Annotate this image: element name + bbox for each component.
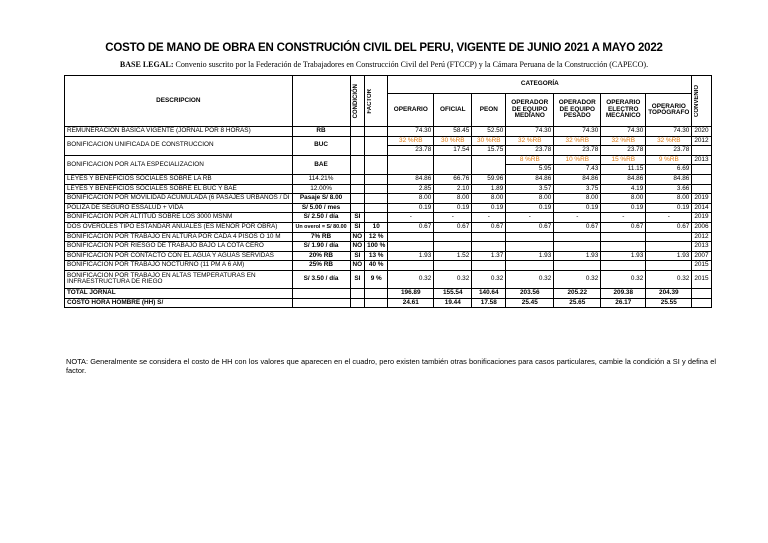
cell-value: 0.67: [388, 222, 434, 232]
cell-percent: 32 %RB: [601, 136, 646, 146]
header-row-1: [65, 76, 712, 94]
cell-value: 84.86: [506, 174, 554, 184]
base-legal-label: BASE LEGAL:: [119, 60, 174, 69]
row-desc: POLIZA DE SEGURO ESSALUD + VIDA: [65, 203, 293, 213]
cell-value: 23.78: [646, 146, 692, 156]
row-factor: 10: [365, 222, 388, 232]
cell-empty: [434, 232, 472, 242]
row-convenio: [692, 184, 711, 194]
cell-value: 0.32: [506, 270, 554, 288]
cell-value: 8.00: [472, 194, 506, 204]
cell-empty: [506, 232, 554, 242]
table-row: [65, 127, 712, 137]
cell-value: 8.00: [646, 194, 692, 204]
row-base: 20% RB: [292, 251, 350, 261]
cell-empty: [472, 242, 506, 252]
cell-value: 66.76: [434, 174, 472, 184]
cell-empty: [434, 242, 472, 252]
cell-value: 74.30: [554, 127, 601, 137]
cell-percent: 9 %RB: [646, 155, 692, 165]
cell-value: 4.19: [601, 184, 646, 194]
base-legal-text: Convenio suscrito por la Federación de Trabajadores en Construcción Civil del Perú (FTCCP) y la Cámara Peruana de la Construcción (CAPECO).: [175, 60, 649, 69]
cell-value: 0.67: [434, 222, 472, 232]
cell-value: 1.37: [472, 251, 506, 261]
cell-value: 5.95: [506, 165, 554, 175]
table-row: [65, 194, 712, 204]
header-operario-topografo: OPERARIO TOPÓGRAFO: [646, 93, 692, 126]
table-row: [65, 203, 712, 213]
row-cond: [350, 203, 365, 213]
row-desc: COSTO HORA HOMBRE (HH) S/: [65, 298, 293, 308]
cell-empty: [646, 232, 692, 242]
cell-percent: 32 %RB: [554, 136, 601, 146]
cell-empty: [472, 155, 506, 174]
cell-total: 204.39: [646, 288, 692, 298]
cell-value: -: [646, 213, 692, 223]
cell-empty: [601, 242, 646, 252]
row-factor: [365, 203, 388, 213]
cell-value: -: [601, 213, 646, 223]
cell-value: 0.67: [554, 222, 601, 232]
cell-empty: [506, 261, 554, 271]
row-desc: TOTAL JORNAL: [65, 288, 293, 298]
table-row: [65, 174, 712, 184]
row-convenio: 2012: [692, 136, 711, 146]
cell-value: 0.32: [388, 270, 434, 288]
row-base: S/ 1.90 / día: [292, 242, 350, 252]
row-cond: NO: [350, 242, 365, 252]
cell-value: 2.10: [434, 184, 472, 194]
row-base: 25% RB: [292, 261, 350, 271]
row-cond: [350, 298, 365, 308]
row-convenio: [692, 174, 711, 184]
header-condicion: CONDICIÓN: [350, 76, 365, 127]
cell-empty: [388, 232, 434, 242]
cell-value: 8.00: [434, 194, 472, 204]
row-desc: BONIFICACION UNIFICADA DE CONSTRUCCION: [65, 136, 293, 155]
cell-percent: 30 %RB: [472, 136, 506, 146]
cell-value: 3.57: [506, 184, 554, 194]
cell-value: 0.19: [388, 203, 434, 213]
row-convenio: 2013: [692, 155, 711, 165]
cell-value: 23.78: [388, 146, 434, 156]
header-operador-mediano: OPERADOR DE EQUIPO MEDIANO: [506, 93, 554, 126]
row-desc: BONIFICACION POR MOVILIDAD ACUMULADA (6 PASAJES URBANOS / DI: [65, 194, 293, 204]
row-cond: [350, 127, 365, 137]
row-base: Un overol = S/ 80.00: [292, 222, 350, 232]
row-convenio: 2019: [692, 213, 711, 223]
row-base: Pasaje S/ 8.00: [292, 194, 350, 204]
header-operador-pesado: OPERADOR DE EQUIPO PESADO: [554, 93, 601, 126]
cell-value: 84.86: [554, 174, 601, 184]
cell-value: 84.86: [388, 174, 434, 184]
cell-value: 23.78: [506, 146, 554, 156]
cell-value: 1.93: [601, 251, 646, 261]
row-cond: [350, 136, 365, 155]
cell-value: 1.52: [434, 251, 472, 261]
cell-total: 25.45: [506, 298, 554, 308]
total-jornal-row: [65, 288, 712, 298]
row-base: BUC: [292, 136, 350, 155]
row-cond: [350, 194, 365, 204]
cell-value: 52.50: [472, 127, 506, 137]
table-row: [65, 232, 712, 242]
cell-value: 0.67: [472, 222, 506, 232]
row-convenio: 2014: [692, 203, 711, 213]
row-convenio: 2006: [692, 222, 711, 232]
cell-total: 140.64: [472, 288, 506, 298]
row-base: 12.00%: [292, 184, 350, 194]
cell-empty: [646, 261, 692, 271]
cell-empty: [601, 232, 646, 242]
cell-value: 0.19: [434, 203, 472, 213]
row-desc: REMUNERACION BASICA VIGENTE (JORNAL POR 8 HORAS): [65, 127, 293, 137]
cell-value: 0.67: [601, 222, 646, 232]
row-desc: DOS OVEROLES TIPO ESTANDAR ANUALES (ES MENOR POR OBRA): [65, 222, 293, 232]
cell-value: 0.32: [646, 270, 692, 288]
cell-value: 0.19: [601, 203, 646, 213]
cell-value: 8.00: [601, 194, 646, 204]
cell-value: 0.32: [434, 270, 472, 288]
row-factor: 13 %: [365, 251, 388, 261]
row-base: S/ 2.50 / día: [292, 213, 350, 223]
row-desc: LEYES Y BENEFICIOS SOCIALES SOBRE LA RB: [65, 174, 293, 184]
cell-percent: 10 %RB: [554, 155, 601, 165]
row-base: [292, 298, 350, 308]
cell-percent: 32 %RB: [506, 136, 554, 146]
cell-total: 24.61: [388, 298, 434, 308]
cell-empty: [472, 232, 506, 242]
cell-value: 0.19: [554, 203, 601, 213]
header-convenio: CONVENIO: [692, 76, 711, 127]
row-base: S/ 5.00 / mes: [292, 203, 350, 213]
cell-empty: [506, 242, 554, 252]
row-base: 114.21%: [292, 174, 350, 184]
header-descripcion: DESCRIPCION: [65, 76, 293, 127]
row-desc: BONIFICACION POR ALTA ESPECIALIZACION: [65, 155, 293, 174]
cell-value: -: [388, 213, 434, 223]
cell-value: 23.78: [601, 146, 646, 156]
cell-value: 11.15: [601, 165, 646, 175]
cell-total: 203.56: [506, 288, 554, 298]
cell-value: 1.93: [646, 251, 692, 261]
row-factor: 12 %: [365, 232, 388, 242]
cell-value: -: [472, 213, 506, 223]
row-convenio: 2019: [692, 194, 711, 204]
cell-percent: 15 %RB: [601, 155, 646, 165]
table-row: [65, 251, 712, 261]
cell-empty: [388, 242, 434, 252]
cell-value: -: [554, 213, 601, 223]
base-legal: [0, 60, 768, 69]
table-row: [65, 136, 712, 146]
cell-value: 8.00: [554, 194, 601, 204]
cell-value: 59.96: [472, 174, 506, 184]
cell-value: -: [506, 213, 554, 223]
row-convenio: 2015: [692, 270, 711, 288]
cell-total: 205.22: [554, 288, 601, 298]
cell-percent: 32 %RB: [646, 136, 692, 146]
row-convenio: [692, 298, 711, 308]
row-cond: [350, 184, 365, 194]
row-cond: NO: [350, 261, 365, 271]
cell-empty: [388, 155, 434, 174]
row-factor: [365, 127, 388, 137]
table-row: [65, 155, 712, 165]
row-factor: 100 %: [365, 242, 388, 252]
cell-value: 0.19: [472, 203, 506, 213]
row-cond: NO: [350, 232, 365, 242]
table-row: [65, 213, 712, 223]
row-convenio: [692, 146, 711, 156]
cell-total: 209.38: [601, 288, 646, 298]
row-factor: [365, 213, 388, 223]
row-base: S/ 3.50 / día: [292, 270, 350, 288]
row-cond: [350, 288, 365, 298]
row-desc: BONIFICACION POR RIESGO DE TRABAJO BAJO LA COTA CERO: [65, 242, 293, 252]
table-row: [65, 270, 712, 288]
row-factor: [365, 194, 388, 204]
page-title: COSTO DE MANO DE OBRA EN CONSTRUCIÓN CIVIL DEL PERU, VIGENTE DE JUNIO 2021 A MAYO 2022: [105, 42, 663, 54]
row-desc: BONIFICACION POR TRABAJO EN ALTAS TEMPERATURAS EN INFRAESTRUCTURA DE RIEGO: [65, 270, 293, 288]
cell-value: 0.67: [646, 222, 692, 232]
cell-value: 74.30: [601, 127, 646, 137]
cell-value: 74.30: [388, 127, 434, 137]
cell-value: 15.75: [472, 146, 506, 156]
cell-total: 25.55: [646, 298, 692, 308]
row-cond: [350, 155, 365, 174]
cell-value: 23.78: [554, 146, 601, 156]
cell-total: 19.44: [434, 298, 472, 308]
row-factor: [365, 155, 388, 174]
cell-value: 3.66: [646, 184, 692, 194]
row-factor: [365, 174, 388, 184]
cell-value: 0.19: [646, 203, 692, 213]
cell-total: 25.65: [554, 298, 601, 308]
row-factor: 9 %: [365, 270, 388, 288]
row-desc: BONIFICACION POR TRABAJO EN ALTURA POR CADA 4 PISOS O 10 M: [65, 232, 293, 242]
row-convenio: 2012: [692, 232, 711, 242]
cell-value: 2.85: [388, 184, 434, 194]
cell-total: 17.58: [472, 298, 506, 308]
row-desc: BONIFICACION POR ALTITUD SOBRE LOS 3000 MSNM: [65, 213, 293, 223]
row-base: RB: [292, 127, 350, 137]
row-convenio: [692, 165, 711, 175]
table-row: [65, 261, 712, 271]
cell-empty: [388, 261, 434, 271]
table-row: [65, 222, 712, 232]
cell-empty: [646, 242, 692, 252]
cell-empty: [434, 155, 472, 174]
table-row: [65, 242, 712, 252]
costo-hh-row: [65, 298, 712, 308]
cell-empty: [554, 261, 601, 271]
cell-value: 0.19: [506, 203, 554, 213]
header-peon: PEON: [472, 93, 506, 126]
header-factor: FACTOR: [365, 76, 388, 127]
cell-percent: 30 %RB: [434, 136, 472, 146]
cell-value: 0.67: [506, 222, 554, 232]
cell-value: 3.75: [554, 184, 601, 194]
row-desc: LEYES Y BENEFICIOS SOCIALES SOBRE EL BUC Y BAE: [65, 184, 293, 194]
cell-value: 8.00: [506, 194, 554, 204]
row-factor: 40 %: [365, 261, 388, 271]
cell-value: 58.45: [434, 127, 472, 137]
cell-value: 1.93: [388, 251, 434, 261]
cell-value: 0.32: [554, 270, 601, 288]
cell-value: 1.93: [506, 251, 554, 261]
cell-empty: [554, 242, 601, 252]
table-row: [65, 184, 712, 194]
cell-total: 155.54: [434, 288, 472, 298]
cell-percent: 32 %RB: [388, 136, 434, 146]
header-operario: OPERARIO: [388, 93, 434, 126]
cell-value: 84.86: [601, 174, 646, 184]
cell-total: 196.89: [388, 288, 434, 298]
row-factor: [365, 288, 388, 298]
row-convenio: 2015: [692, 261, 711, 271]
row-convenio: [692, 288, 711, 298]
cell-empty: [554, 232, 601, 242]
row-convenio: 2020: [692, 127, 711, 137]
row-cond: [350, 174, 365, 184]
cell-total: 26.17: [601, 298, 646, 308]
cell-value: 74.30: [506, 127, 554, 137]
cell-value: 0.32: [472, 270, 506, 288]
header-categoria: CATEGORÍA: [388, 76, 692, 94]
header-base: [292, 76, 350, 127]
row-desc: BONIFICACION POR CONTACTO CON EL AGUA Y AGUAS SERVIDAS: [65, 251, 293, 261]
row-base: [292, 288, 350, 298]
cell-value: 17.54: [434, 146, 472, 156]
row-convenio: 2007: [692, 251, 711, 261]
header-operario-electromecanico: OPERARIO ELECTRO MECÁNICO: [601, 93, 646, 126]
cell-percent: 8 %RB: [506, 155, 554, 165]
cell-value: 1.93: [554, 251, 601, 261]
cell-value: 8.00: [388, 194, 434, 204]
row-factor: [365, 136, 388, 155]
row-cond: SI: [350, 222, 365, 232]
row-factor: [365, 184, 388, 194]
row-cond: SI: [350, 270, 365, 288]
cell-value: 0.32: [601, 270, 646, 288]
row-desc: BONIFICACION POR TRABAJO NOCTURNO (11 PM A 6 AM): [65, 261, 293, 271]
row-cond: SI: [350, 251, 365, 261]
labor-cost-table: [64, 75, 712, 308]
cell-empty: [601, 261, 646, 271]
cell-value: 1.89: [472, 184, 506, 194]
row-base: 7% RB: [292, 232, 350, 242]
row-base: BAE: [292, 155, 350, 174]
row-cond: SI: [350, 213, 365, 223]
cell-value: 84.86: [646, 174, 692, 184]
row-factor: [365, 298, 388, 308]
cell-empty: [434, 261, 472, 271]
header-oficial: OFICIAL: [434, 93, 472, 126]
cell-value: -: [434, 213, 472, 223]
cell-value: 6.69: [646, 165, 692, 175]
row-convenio: 2013: [692, 242, 711, 252]
cell-empty: [472, 261, 506, 271]
cell-value: 7.43: [554, 165, 601, 175]
cell-value: 74.30: [646, 127, 692, 137]
nota-text: NOTA: Generalmente se considera el costo de HH con los valores que aparecen en el cuadro, pero existen también otras bonificaciones para casos particulares, cambie la condición a SI y defina el factor.: [66, 357, 716, 375]
